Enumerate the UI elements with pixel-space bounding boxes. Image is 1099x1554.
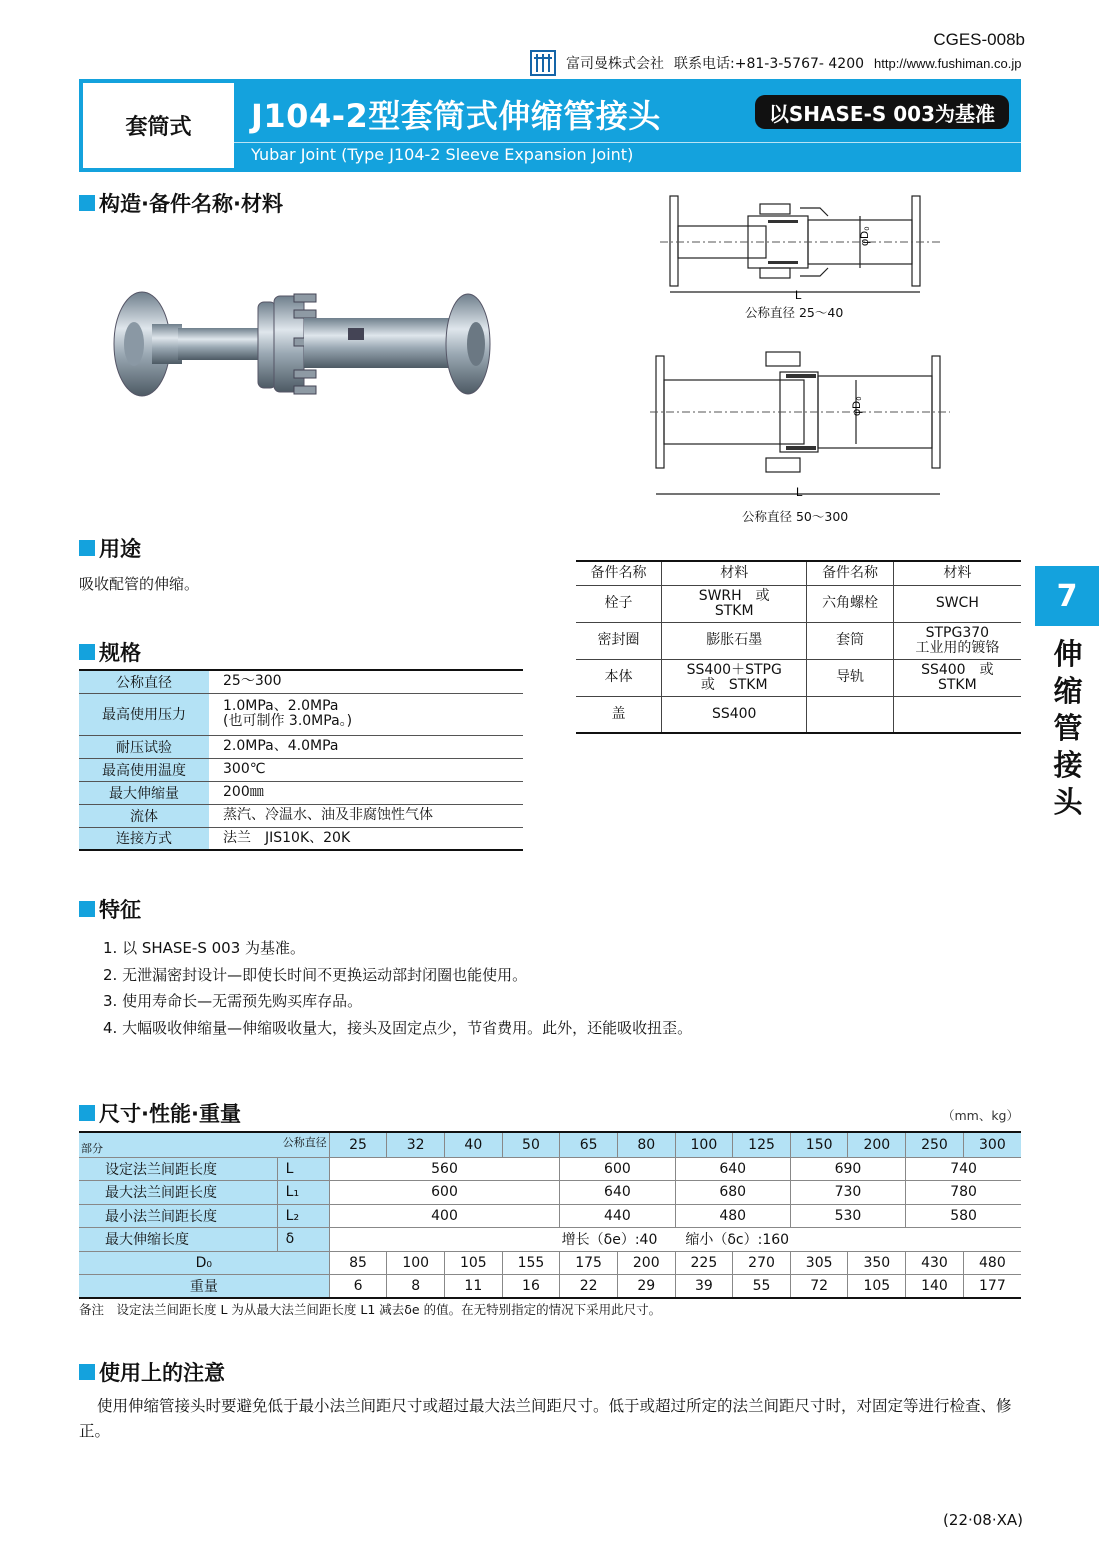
section-title-text: 特征: [99, 898, 141, 922]
company-logo-icon: [530, 50, 556, 76]
table-cell: 6: [329, 1275, 387, 1299]
table-cell: 350: [848, 1251, 906, 1275]
company-url[interactable]: http://www.fushiman.co.jp: [874, 55, 1022, 71]
section-marker-icon: [79, 1364, 95, 1380]
chapter-label-char: 缩: [1053, 674, 1083, 708]
table-cell: 740: [906, 1157, 1021, 1181]
list-item: 3. 使用寿命长—无需预先购买库存品。: [103, 992, 363, 1010]
list-item: 1. 以 SHASE-S 003 为基准。: [103, 939, 306, 957]
table-cell: 72: [790, 1275, 848, 1299]
material-line: 工业用的镀铬: [915, 639, 1000, 656]
drawing-large-caption: 公称直径 50～300: [742, 509, 849, 524]
spec-value: 25～300: [209, 670, 523, 693]
features-list: [103, 935, 692, 1041]
row-symbol: L₂: [277, 1204, 329, 1228]
table-cell: 177: [963, 1275, 1021, 1299]
drawing1-label-L: L: [795, 288, 802, 302]
table-cell: 305: [790, 1251, 848, 1275]
chapter-number-tab: 7: [1035, 566, 1099, 626]
table-cell: 480: [963, 1251, 1021, 1275]
table-cell: 175: [560, 1251, 618, 1275]
part-material: [661, 696, 807, 733]
table-row: [79, 1157, 1021, 1181]
company-line: [530, 50, 1021, 76]
size-header: 50: [502, 1132, 560, 1157]
column-header: 备件名称: [807, 561, 893, 585]
row-label: 重量: [79, 1275, 329, 1299]
spec-value: [209, 693, 523, 735]
corner-size-label: 公称直径: [282, 1136, 327, 1149]
section-marker-icon: [79, 540, 95, 556]
category-label: 套筒式: [83, 83, 234, 168]
row-label: 最小法兰间距长度: [79, 1204, 277, 1228]
part-name: 本体: [576, 659, 661, 696]
part-material: [893, 659, 1021, 696]
size-header: 250: [906, 1132, 964, 1157]
part-name-empty: [807, 696, 893, 733]
table-cell: 680: [675, 1181, 790, 1205]
list-item: 2. 无泄漏密封设计—即使长时间不更换运动部封闭圈也能使用。: [103, 965, 528, 984]
part-name: 密封圈: [576, 622, 661, 659]
section-title-text: 使用上的注意: [99, 1361, 225, 1385]
table-cell: 640: [675, 1157, 790, 1181]
size-header: 200: [848, 1132, 906, 1157]
material-line: STKM: [937, 676, 977, 693]
part-name: 盖: [576, 696, 661, 733]
section-spec: [79, 637, 141, 667]
table-cell: 440: [560, 1204, 675, 1228]
section-title-text: 规格: [99, 641, 141, 665]
units-note: （mm、kg）: [941, 1108, 1019, 1123]
spec-value-line: 1.0MPa、2.0MPa: [223, 698, 339, 714]
table-row: [576, 585, 1021, 622]
page-subtitle: Yubar Joint (Type J104-2 Sleeve Expansion Joint): [251, 145, 634, 164]
size-header: 40: [445, 1132, 503, 1157]
table-cell: 690: [790, 1157, 905, 1181]
table-cell: 增长（δe）:40 缩小（δc）:160: [329, 1228, 1021, 1252]
row-symbol: δ: [277, 1228, 329, 1252]
parts-table: [576, 560, 1021, 734]
table-row: [79, 1181, 1021, 1205]
table-row: [79, 827, 523, 850]
section-structure: [79, 188, 283, 218]
table-row: [79, 735, 523, 758]
table-cell: 16: [502, 1275, 560, 1299]
part-material-empty: [893, 696, 1021, 733]
part-material: [661, 659, 807, 696]
part-name: 导轨: [807, 659, 893, 696]
material-line: SS400＋STPG: [686, 661, 782, 678]
corner-cell: [79, 1132, 329, 1157]
table-row: [79, 781, 523, 804]
usage-text: 吸收配管的伸缩。: [79, 575, 200, 593]
table-cell: 29: [617, 1275, 675, 1299]
page-title: J104-2型套筒式伸缩管接头: [251, 97, 661, 135]
table-cell: 8: [387, 1275, 445, 1299]
standard-badge: 以SHASE-S 003为基准: [755, 95, 1009, 129]
drawing2-label-L: L: [796, 485, 803, 499]
row-label: D₀: [79, 1251, 329, 1275]
list-item: 4. 大幅吸收伸缩量—伸缩吸收量大，接头及固定点少，节省费用。此外，还能吸收扭歪。: [103, 1018, 693, 1037]
spec-value: 2.0MPa、4.0MPa: [209, 735, 523, 758]
row-symbol: L₁: [277, 1181, 329, 1205]
section-cautions: [79, 1357, 225, 1387]
table-row: [79, 1251, 1021, 1275]
part-material: [893, 622, 1021, 659]
spec-key: 连接方式: [79, 827, 209, 850]
material-line: SWCH: [935, 595, 979, 611]
spec-key: 流体: [79, 804, 209, 827]
table-cell: 39: [675, 1275, 733, 1299]
spec-key: 最大伸缩量: [79, 781, 209, 804]
section-title-text: 用途: [99, 537, 141, 561]
table-cell: 155: [502, 1251, 560, 1275]
table-cell: 530: [790, 1204, 905, 1228]
chapter-label-char: 接: [1053, 748, 1083, 782]
spec-value: 200㎜: [209, 781, 523, 804]
document-code: CGES-008b: [933, 30, 1025, 49]
table-row: [576, 659, 1021, 696]
table-cell: 105: [848, 1275, 906, 1299]
table-cell: 560: [329, 1157, 560, 1181]
table-cell: 140: [906, 1275, 964, 1299]
column-header: 材料: [661, 561, 807, 585]
chapter-label-char: 伸: [1053, 637, 1083, 671]
chapter-label-char: 管: [1053, 711, 1083, 745]
material-line: 或 STKM: [700, 676, 768, 693]
table-row: [79, 670, 523, 693]
spec-value: 300℃: [209, 758, 523, 781]
drawing-large-size: [650, 346, 950, 501]
caution-text: 使用伸缩管接头时要避免低于最小法兰间距尺寸或超过最大法兰间距尺寸。低于或超过所定的法兰间距尺寸时，对固定等进行检查、修正。: [79, 1397, 1012, 1440]
table-row: [79, 1228, 1021, 1252]
table-cell: 730: [790, 1181, 905, 1205]
spec-key: 耐压试验: [79, 735, 209, 758]
column-header: 材料: [893, 561, 1021, 585]
spec-key: 最高使用压力: [79, 693, 209, 735]
table-cell: 225: [675, 1251, 733, 1275]
size-header: 80: [617, 1132, 675, 1157]
table-cell: 105: [445, 1251, 503, 1275]
section-dimensions: [79, 1098, 241, 1128]
spec-table: [79, 669, 523, 851]
section-usage: [79, 533, 141, 563]
table-row: [79, 1204, 1021, 1228]
material-line: STKM: [714, 602, 754, 619]
section-marker-icon: [79, 644, 95, 660]
size-header: 25: [329, 1132, 387, 1157]
table-cell: 100: [387, 1251, 445, 1275]
dimensions-table: [79, 1131, 1021, 1299]
table-cell: 55: [733, 1275, 791, 1299]
section-marker-icon: [79, 1105, 95, 1121]
table-row: [79, 758, 523, 781]
spec-value-line: (也可制作 3.0MPa。): [223, 713, 353, 729]
table-header-row: [79, 1132, 1021, 1157]
table-cell: 780: [906, 1181, 1021, 1205]
drawing2-label-D0: φD₀: [851, 396, 863, 416]
table-cell: 580: [906, 1204, 1021, 1228]
table-cell: 270: [733, 1251, 791, 1275]
part-name: 套筒: [807, 622, 893, 659]
chapter-label-char: 头: [1053, 785, 1083, 819]
size-header: 32: [387, 1132, 445, 1157]
table-cell: 200: [617, 1251, 675, 1275]
company-name: 富司曼株式会社: [566, 56, 664, 72]
corner-part-label: 部分: [81, 1141, 103, 1155]
material-line: SS400: [711, 705, 757, 722]
part-name: 栓子: [576, 585, 661, 622]
table-row: [79, 804, 523, 827]
part-name: 六角螺栓: [807, 585, 893, 622]
title-banner: [79, 79, 1021, 172]
product-photo: [108, 288, 498, 400]
table-remark: 备注 设定法兰间距长度 L 为从最大法兰间距长度 L1 减去δe 的值。在无特别指定的情况下采用此尺寸。: [79, 1302, 662, 1317]
material-line: 膨胀石墨: [706, 632, 763, 648]
material-line: STPG370: [925, 624, 990, 641]
section-title-text: 构造·备件名称·材料: [99, 192, 283, 216]
section-title-text: 尺寸·性能·重量: [99, 1102, 241, 1126]
table-cell: 11: [445, 1275, 503, 1299]
table-cell: 430: [906, 1251, 964, 1275]
table-cell: 22: [560, 1275, 618, 1299]
section-marker-icon: [79, 195, 95, 211]
table-row: [576, 696, 1021, 733]
part-material: [893, 585, 1021, 622]
section-features: [79, 894, 141, 924]
banner-divider: [234, 142, 1021, 143]
company-phone: 联系电话:+81-3-5767- 4200: [674, 56, 865, 72]
table-cell: 640: [560, 1181, 675, 1205]
table-row: [79, 1275, 1021, 1299]
size-header: 125: [733, 1132, 791, 1157]
spec-key: 最高使用温度: [79, 758, 209, 781]
size-header: 65: [560, 1132, 618, 1157]
size-header: 150: [790, 1132, 848, 1157]
revision-code: (22·08·XA): [943, 1511, 1023, 1529]
drawing-small-size: [660, 186, 940, 306]
material-line: SS400 或: [921, 661, 994, 678]
size-header: 100: [675, 1132, 733, 1157]
spec-key: 公称直径: [79, 670, 209, 693]
spec-value: 蒸汽、冷温水、油及非腐蚀性气体: [209, 804, 523, 827]
table-row: [576, 622, 1021, 659]
table-cell: 600: [560, 1157, 675, 1181]
row-symbol: L: [277, 1157, 329, 1181]
table-cell: 480: [675, 1204, 790, 1228]
table-cell: 600: [329, 1181, 560, 1205]
table-header-row: [576, 561, 1021, 585]
section-marker-icon: [79, 901, 95, 917]
size-header: 300: [963, 1132, 1021, 1157]
row-label: 设定法兰间距长度: [79, 1157, 277, 1181]
row-label: 最大法兰间距长度: [79, 1181, 277, 1205]
material-line: SWRH 或: [698, 587, 770, 604]
table-row: [79, 693, 523, 735]
row-label: 最大伸缩长度: [79, 1228, 277, 1252]
column-header: 备件名称: [576, 561, 661, 585]
drawing-small-caption: 公称直径 25～40: [745, 305, 844, 320]
part-material: [661, 622, 807, 659]
spec-value: 法兰 JIS10K、20K: [209, 827, 523, 850]
table-cell: 400: [329, 1204, 560, 1228]
chapter-label: [1048, 636, 1088, 821]
table-cell: 85: [329, 1251, 387, 1275]
drawing1-label-D0: φD₀: [859, 226, 871, 246]
part-material: [661, 585, 807, 622]
